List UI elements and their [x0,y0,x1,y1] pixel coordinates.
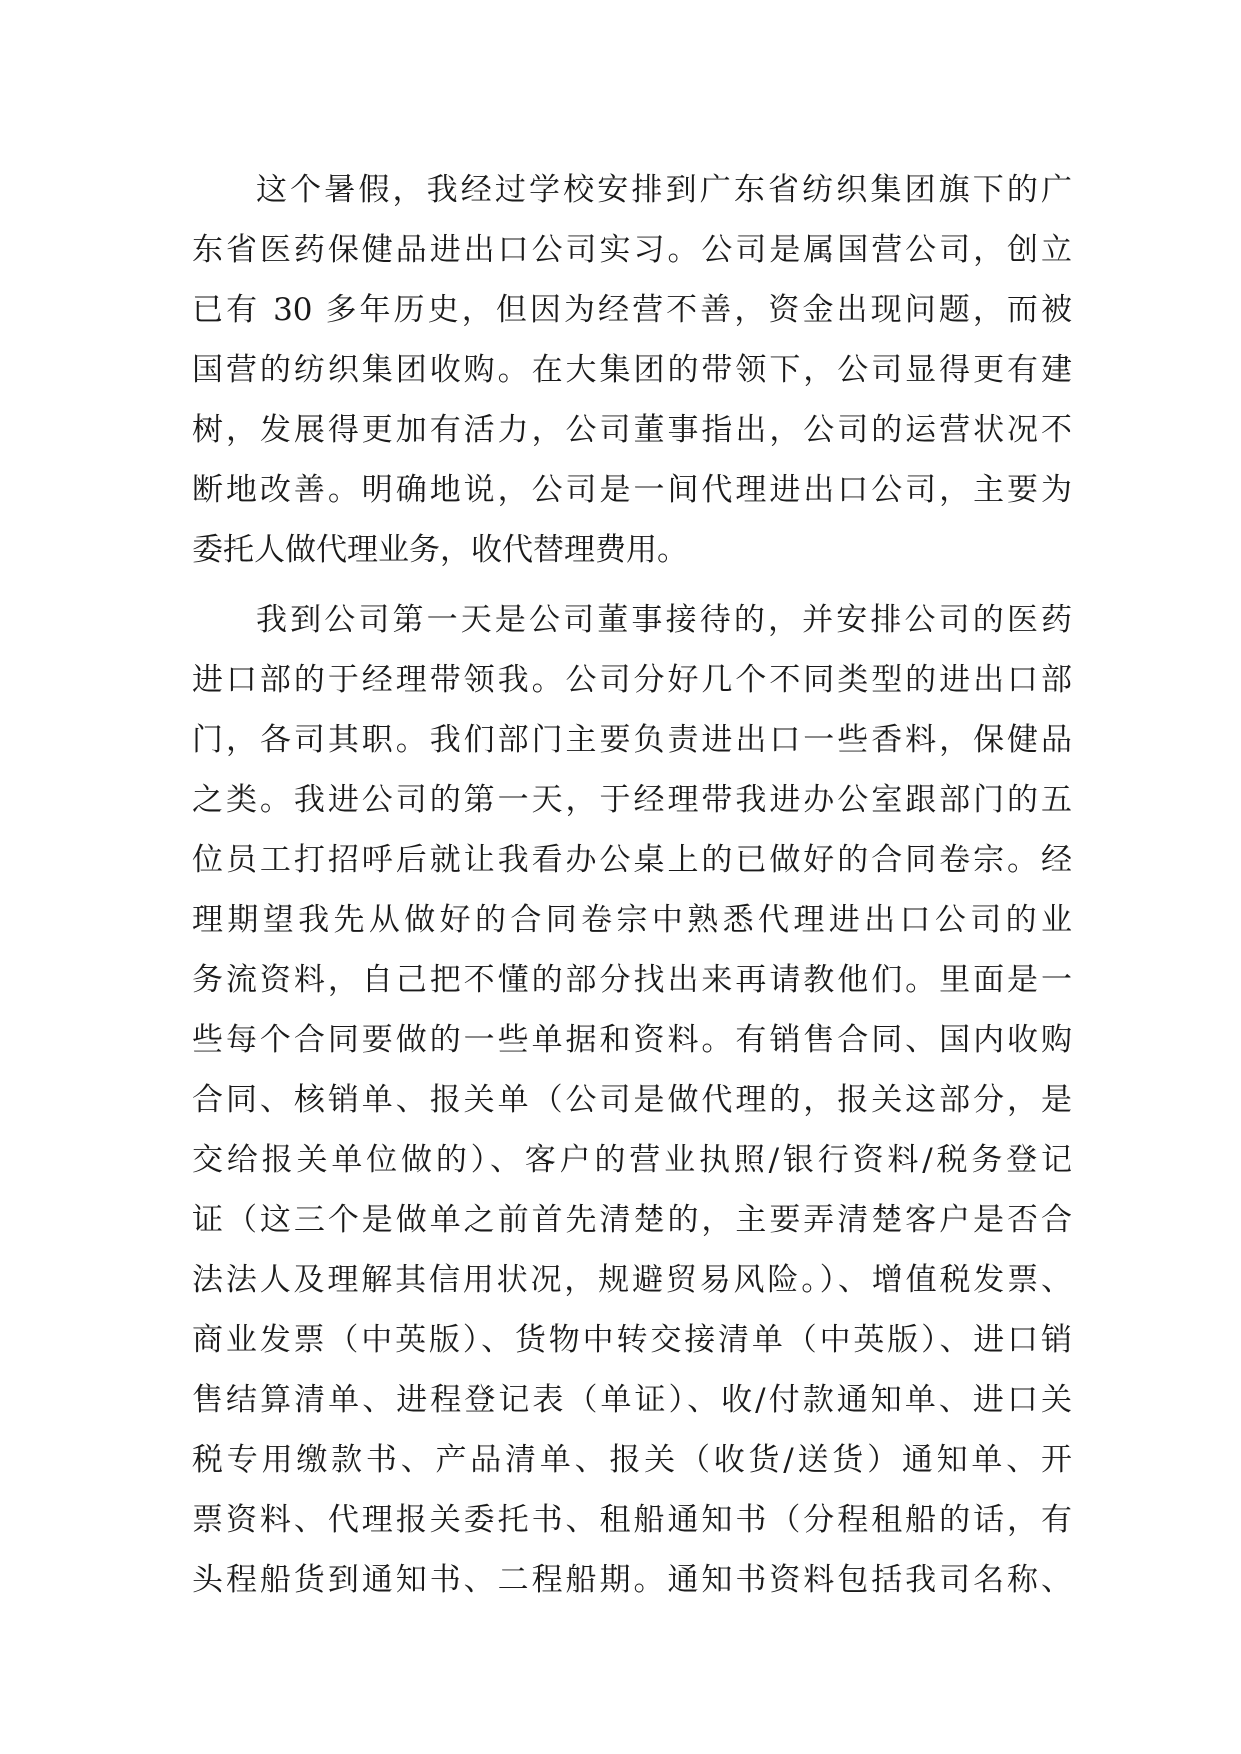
text-line: 我到公司第一天是公司董事接待的，并安排公司的医药 [256,602,1072,638]
text-line: 进口部的于经理带领我。公司分好几个不同类型的进出口部 [192,662,1072,698]
text-line: 证（这三个是做单之前首先清楚的，主要弄清楚客户是否合 [192,1202,1072,1238]
text-line: 商业发票（中英版）、货物中转交接清单（中英版）、进口销 [192,1322,1072,1358]
text-line: 已有 30 多年历史，但因为经营不善，资金出现问题，而被 [192,292,1072,328]
text-line: 些每个合同要做的一些单据和资料。有销售合同、国内收购 [192,1022,1072,1058]
text-line: 合同、核销单、报关单（公司是做代理的，报关这部分，是 [192,1082,1072,1118]
text-line: 东省医药保健品进出口公司实习。公司是属国营公司，创立 [192,232,1072,268]
text-line: 位员工打招呼后就让我看办公桌上的已做好的合同卷宗。经 [192,842,1072,878]
text-line: 国营的纺织集团收购。在大集团的带领下，公司显得更有建 [192,352,1072,388]
text-line: 交给报关单位做的）、客户的营业执照/银行资料/税务登记 [192,1142,1072,1178]
text-line: 这个暑假，我经过学校安排到广东省纺织集团旗下的广 [256,172,1072,208]
text-line: 税专用缴款书、产品清单、报关（收货/送货）通知单、开 [192,1442,1072,1478]
text-line: 售结算清单、进程登记表（单证）、收/付款通知单、进口关 [192,1382,1072,1418]
text-line: 理期望我先从做好的合同卷宗中熟悉代理进出口公司的业 [192,902,1072,938]
text-line: 之类。我进公司的第一天，于经理带我进办公室跟部门的五 [192,782,1072,818]
document-body [192,160,1072,1620]
text-line: 门，各司其职。我们部门主要负责进出口一些香料，保健品 [192,722,1072,758]
text-line: 头程船货到通知书、二程船期。通知书资料包括我司名称、 [192,1562,1072,1598]
paragraph-first-day [192,590,1072,1610]
text-line: 树，发展得更加有活力，公司董事指出，公司的运营状况不 [192,412,1072,448]
paragraph-internship-intro [192,160,1072,580]
text-line: 法法人及理解其信用状况，规避贸易风险。）、增值税发票、 [192,1262,1072,1298]
text-line: 委托人做代理业务，收代替理费用。 [192,532,688,568]
text-line: 务流资料，自己把不懂的部分找出来再请教他们。里面是一 [192,962,1072,998]
text-line: 票资料、代理报关委托书、租船通知书（分程租船的话，有 [192,1502,1072,1538]
text-line: 断地改善。明确地说，公司是一间代理进出口公司，主要为 [192,472,1072,508]
